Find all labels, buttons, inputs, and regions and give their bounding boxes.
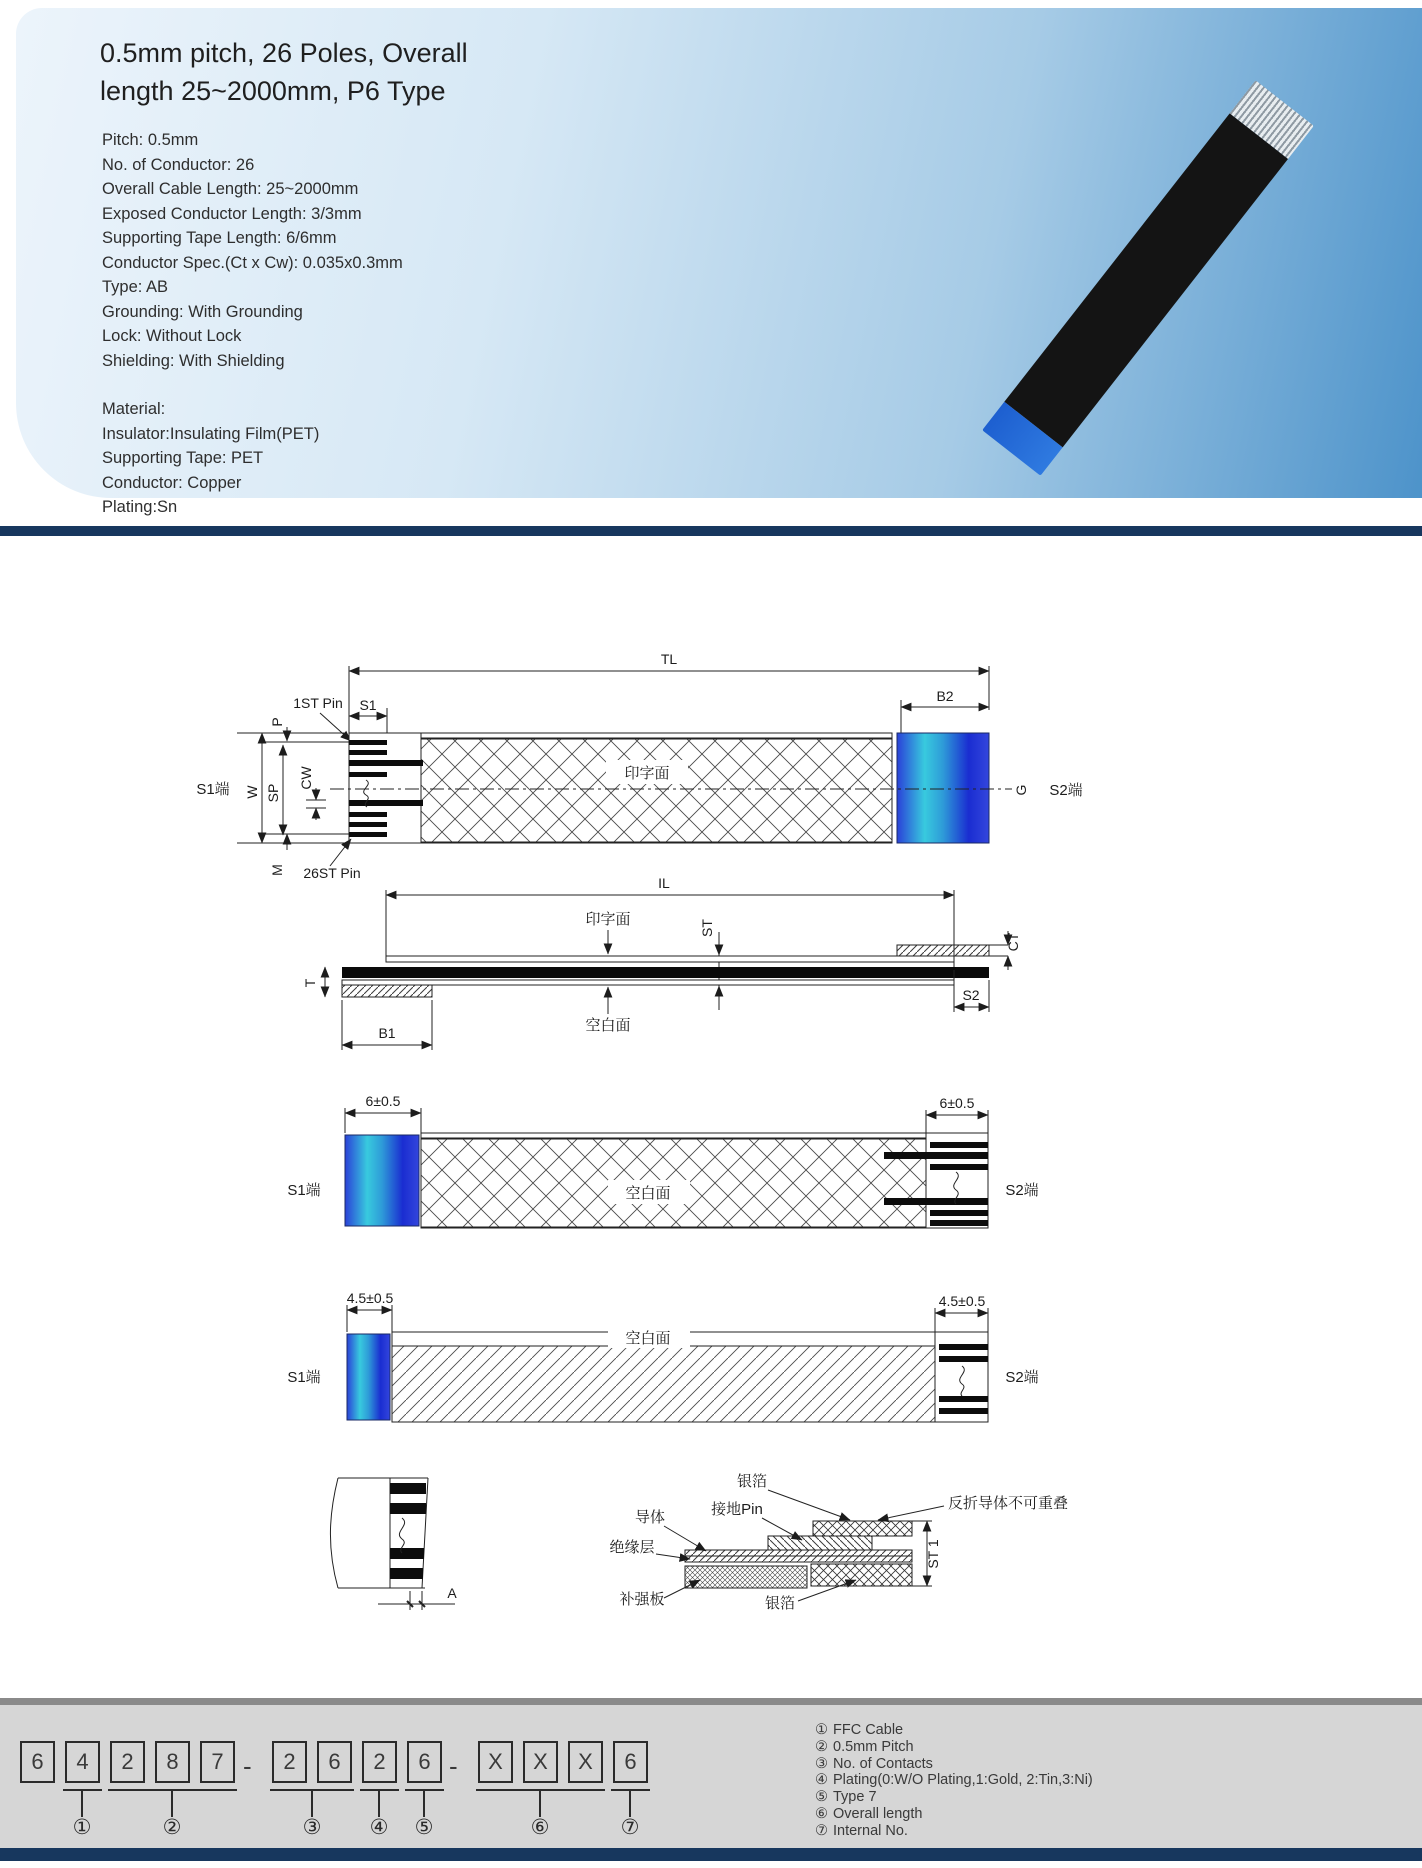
bottom-navy-bar [0,1848,1422,1861]
part-number-box: 6 [317,1741,352,1783]
legend-label: Internal No. [833,1822,908,1839]
page-title [100,34,468,110]
label-s2-end: S2端 [1049,782,1083,799]
material-line: Insulator:Insulating Film(PET) [102,424,320,443]
dim-label-p: P [269,717,285,727]
folded-foil-top [813,1521,912,1536]
label-stiffener-plate: 补强板 [619,1591,665,1608]
material-line: Plating:Sn [102,498,178,516]
dim-label-tl: TL [660,651,678,667]
legend-label: Type 7 [833,1789,877,1806]
spec-line: Conductor Spec.(Ct x Cw): 0.035x0.3mm [102,253,403,272]
label-silver-foil-bottom: 银箔 [764,1595,796,1612]
part-number-legend [815,1722,1093,1840]
dim-label-sp: SP [265,783,281,803]
dim-label-ct: CT [1005,932,1021,952]
drawing-end-fragment [330,1478,457,1610]
part-number-box: 2 [362,1741,397,1783]
legend-label: Plating(0:W/O Plating,1:Gold, 2:Tin,3:Ni) [833,1772,1093,1789]
label-ground-pin: 接地Pin [711,1501,763,1518]
group-marker: ① [72,1816,92,1839]
drawing-blank-side-6mm [287,1093,1038,1228]
part-number-box: 2 [272,1741,307,1783]
spec-line: Supporting Tape Length: 6/6mm [102,229,337,247]
label-s1-end: S1端 [196,781,230,798]
drawing-top-view-printed-side [196,651,1082,881]
dim-label-t: T [302,978,318,988]
legend-item [815,1739,1093,1756]
dim-label-4p5: 4.5±0.5 [938,1293,986,1309]
label-insulation: 绝缘层 [609,1539,655,1556]
material-line: Supporting Tape: PET [102,449,264,467]
fragment-pins [390,1483,426,1579]
label-s2-end: S2端 [1005,1369,1039,1386]
dim-label-g: G [1013,784,1029,796]
page-title-line1: 0.5mm pitch, 26 Poles, Overall [100,38,468,68]
dim-label-b1: B1 [378,1025,396,1041]
label-blank-side: 空白面 [625,1330,671,1347]
dim-label-m: M [269,864,285,876]
group-marker: ② [162,1816,182,1839]
legend-marker: ⑦ [815,1822,828,1839]
label-blank-side: 空白面 [625,1185,671,1202]
blue-stiffener-s2 [897,733,989,843]
label-s2-end: S2端 [1005,1182,1039,1199]
cable-cross-bar [342,967,989,978]
folded-foil-bottom [811,1564,912,1586]
supporting-tape-top-right [897,945,989,956]
dim-label-a: A [447,1585,457,1601]
group-leader [629,1791,631,1817]
part-number-box: 6 [20,1741,55,1783]
label-silver-foil-top: 银箔 [736,1473,768,1490]
group-leader [171,1791,173,1817]
legend-item [815,1772,1093,1789]
legend-marker: ① [815,1722,828,1738]
legend-item [815,1789,1093,1806]
spec-line: Exposed Conductor Length: 3/3mm [102,204,362,223]
part-number-box: X [478,1741,513,1783]
group-leader [423,1791,425,1817]
label-conductor: 导体 [634,1509,666,1526]
navy-divider-bar [0,526,1422,536]
spec-line: Shielding: With Shielding [102,351,285,370]
legend-item [815,1722,1093,1739]
group-leader [81,1791,83,1817]
label-printed-side: 印字面 [585,911,631,928]
stiffener-plate-layer [685,1566,807,1588]
page-title-line2: length 25~2000mm, P6 Type [100,76,446,106]
spec-line: Pitch: 0.5mm [102,131,199,149]
material-line: Conductor: Copper [102,473,242,492]
label-blank-side: 空白面 [585,1017,631,1034]
legend-label: FFC Cable [833,1722,904,1738]
blue-stiffener-s1 [347,1334,390,1420]
spec-gap [102,373,403,397]
insulation-hatch-area [392,1346,935,1422]
dim-label-il: IL [658,875,670,891]
spec-list [102,128,403,520]
spec-line: Overall Cable Length: 25~2000mm [102,180,359,198]
part-number-box: 6 [407,1741,442,1783]
label-printed-side: 印字面 [624,765,670,782]
dim-label-6: 6±0.5 [939,1095,975,1111]
dim-label-s1: S1 [359,697,377,713]
spec-line: Grounding: With Grounding [102,302,303,321]
header-panel [16,8,1422,516]
group-marker: ⑦ [620,1816,640,1839]
spec-line: No. of Conductor: 26 [102,155,255,174]
technical-drawings [170,540,1100,1680]
spec-line: Type: AB [102,278,169,296]
legend-marker: ② [815,1738,828,1755]
legend-marker: ③ [815,1755,828,1772]
group-marker: ⑤ [414,1816,434,1839]
dim-label-4p5: 4.5±0.5 [346,1290,394,1306]
part-number-box: X [568,1741,603,1783]
product-photo-ffc-cable [982,80,1314,475]
drawing-blank-side-4p5mm [287,1290,1038,1422]
label-fold-note: 反折导体不可重叠 [948,1495,1069,1512]
ground-pin-layer [768,1536,872,1550]
label-s1-end: S1端 [287,1182,321,1199]
supporting-tape-bottom-left [342,985,432,997]
label-s1-end: S1端 [287,1369,321,1386]
legend-marker: ④ [815,1772,828,1789]
part-number-dash: - [243,1751,252,1781]
group-marker: ③ [302,1816,322,1839]
group-marker: ④ [369,1816,389,1839]
part-number-box: X [523,1741,558,1783]
label-first-pin: 1ST Pin [293,695,343,711]
part-number-box: 2 [110,1741,145,1783]
material-heading: Material: [102,400,166,418]
part-number-panel [0,1698,1422,1848]
dim-label-s2: S2 [962,987,980,1003]
drawing-side-view [302,875,1021,1050]
group-leader [378,1791,380,1817]
legend-label: No. of Contacts [833,1755,933,1772]
legend-label: Overall length [833,1805,923,1822]
part-number-box: 7 [200,1741,235,1783]
dim-label-6: 6±0.5 [365,1093,401,1109]
spec-line: Lock: Without Lock [102,327,242,345]
part-number-box: 4 [65,1741,100,1783]
group-marker: ⑥ [530,1816,550,1839]
dim-label-cw: CW [298,766,314,790]
legend-marker: ⑤ [815,1789,828,1806]
part-number-box: 6 [613,1741,648,1783]
dim-label-w: W [244,785,260,799]
legend-marker: ⑥ [815,1805,828,1822]
group-leader [539,1791,541,1817]
legend-label: 0.5mm Pitch [833,1738,914,1755]
blue-stiffener-s1 [345,1135,419,1226]
legend-item [815,1756,1093,1773]
legend-item [815,1806,1093,1823]
dim-label-st1: ST 1 [925,1539,941,1569]
break-line [399,1518,404,1553]
shield-crosshatch-area [421,739,892,842]
legend-item [815,1823,1093,1840]
dim-label-st: ST [699,919,715,937]
group-leader [311,1791,313,1817]
part-number-dash: - [449,1751,458,1781]
part-number-box: 8 [155,1741,190,1783]
drawing-ground-cross-section [609,1473,1068,1612]
cable-shielded-body [1004,113,1288,447]
label-last-pin: 26ST Pin [303,865,361,881]
dim-label-b2: B2 [936,688,954,704]
